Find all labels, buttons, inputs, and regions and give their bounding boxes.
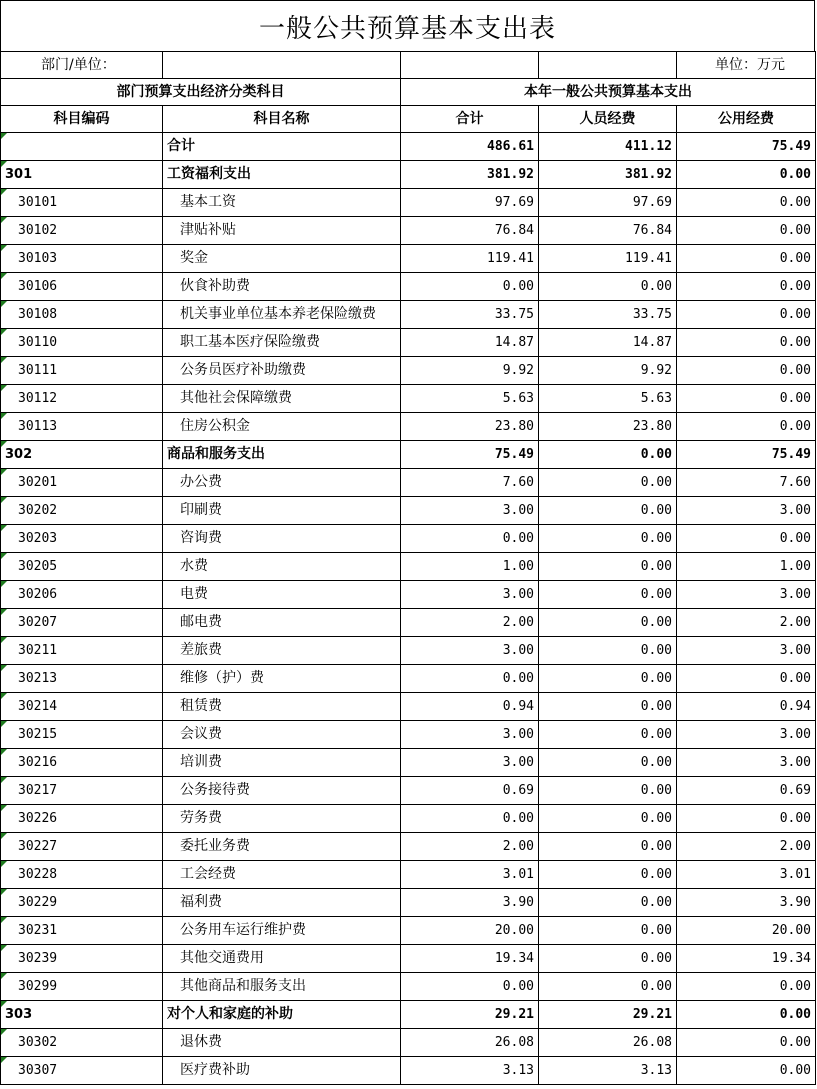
row-code-cell[interactable]: 30213 [1,665,163,693]
row-name-cell[interactable]: 公务员医疗补助缴费 [163,357,401,385]
row-personnel-cell[interactable]: 0.00 [539,609,677,637]
row-total-cell[interactable]: 3.00 [401,721,539,749]
row-total-cell[interactable]: 119.41 [401,245,539,273]
cell-marker-icon [1,217,7,223]
category-row [1,441,816,469]
cell-marker-icon [1,1057,7,1063]
cell-marker-icon [1,889,7,895]
row-name-cell[interactable]: 住房公积金 [163,413,401,441]
info-row [1,52,816,79]
row-public-cell[interactable]: 3.00 [677,497,816,525]
item-row [1,945,816,973]
row-public-cell[interactable]: 2.00 [677,833,816,861]
row-total-cell[interactable]: 19.34 [401,945,539,973]
blank-cell[interactable] [539,52,677,79]
cell-marker-icon [1,301,7,307]
row-code-cell[interactable]: 30228 [1,861,163,889]
row-total-cell[interactable]: 5.63 [401,385,539,413]
row-personnel-cell[interactable]: 0.00 [539,721,677,749]
cell-marker-icon [1,329,7,335]
row-public-cell[interactable]: 7.60 [677,469,816,497]
item-row [1,749,816,777]
row-public-cell[interactable]: 0.00 [677,805,816,833]
expenditure-table [0,51,816,1085]
row-public-cell[interactable]: 0.00 [677,357,816,385]
row-personnel-cell[interactable]: 0.00 [539,581,677,609]
row-total-cell[interactable]: 3.90 [401,889,539,917]
cell-marker-icon [1,721,7,727]
row-total-cell[interactable]: 97.69 [401,189,539,217]
item-row [1,609,816,637]
row-code-cell[interactable]: 30108 [1,301,163,329]
row-public-cell[interactable]: 3.00 [677,581,816,609]
row-name-cell[interactable]: 印刷费 [163,497,401,525]
row-name-cell[interactable]: 邮电费 [163,609,401,637]
row-public-cell[interactable]: 0.00 [677,665,816,693]
row-personnel-cell[interactable]: 3.13 [539,1057,677,1085]
column-header-code: 科目编码 [1,106,163,133]
blank-cell[interactable] [401,52,539,79]
row-personnel-cell[interactable]: 23.80 [539,413,677,441]
row-total-cell[interactable]: 0.69 [401,777,539,805]
row-name-cell[interactable]: 福利费 [163,889,401,917]
row-name-cell[interactable]: 伙食补助费 [163,273,401,301]
row-personnel-cell[interactable]: 0.00 [539,665,677,693]
row-total-cell[interactable]: 76.84 [401,217,539,245]
item-row [1,889,816,917]
row-code-cell[interactable]: 30302 [1,1029,163,1057]
item-row [1,777,816,805]
column-header-public: 公用经费 [677,106,816,133]
row-name-cell[interactable]: 培训费 [163,749,401,777]
row-name-cell[interactable]: 水费 [163,553,401,581]
row-code-cell[interactable]: 303 [1,1001,163,1029]
cell-marker-icon [1,553,7,559]
row-code-cell[interactable]: 30239 [1,945,163,973]
row-total-cell[interactable]: 75.49 [401,441,539,469]
row-name-cell[interactable]: 其他社会保障缴费 [163,385,401,413]
row-name-cell[interactable]: 委托业务费 [163,833,401,861]
row-total-cell[interactable]: 0.00 [401,273,539,301]
row-code-cell[interactable]: 30106 [1,273,163,301]
sheet-title: 一般公共预算基本支出表 [0,0,815,51]
cell-marker-icon [1,469,7,475]
row-name-cell[interactable]: 合计 [163,133,401,161]
row-name-cell[interactable]: 医疗费补助 [163,1057,401,1085]
row-name-cell[interactable]: 租赁费 [163,693,401,721]
row-personnel-cell[interactable]: 381.92 [539,161,677,189]
row-name-cell[interactable]: 基本工资 [163,189,401,217]
cell-marker-icon [1,245,7,251]
item-row [1,721,816,749]
row-name-cell[interactable]: 对个人和家庭的补助 [163,1001,401,1029]
row-public-cell[interactable]: 3.00 [677,721,816,749]
item-row [1,189,816,217]
item-row [1,273,816,301]
row-name-cell[interactable]: 职工基本医疗保险缴费 [163,329,401,357]
row-code-cell[interactable]: 30207 [1,609,163,637]
row-name-cell[interactable]: 办公费 [163,469,401,497]
item-row [1,357,816,385]
row-name-cell[interactable]: 商品和服务支出 [163,441,401,469]
row-personnel-cell[interactable]: 29.21 [539,1001,677,1029]
item-row [1,553,816,581]
row-code-cell[interactable]: 30113 [1,413,163,441]
cell-marker-icon [1,665,7,671]
cell-marker-icon [1,749,7,755]
cell-marker-icon [1,357,7,363]
row-public-cell[interactable]: 0.00 [677,329,816,357]
item-row [1,637,816,665]
row-name-cell[interactable]: 咨询费 [163,525,401,553]
item-row [1,301,816,329]
row-public-cell[interactable]: 1.00 [677,553,816,581]
row-total-cell[interactable]: 26.08 [401,1029,539,1057]
row-personnel-cell[interactable]: 0.00 [539,889,677,917]
row-public-cell[interactable]: 0.00 [677,273,816,301]
cell-marker-icon [1,497,7,503]
row-total-cell[interactable]: 23.80 [401,413,539,441]
row-code-cell[interactable]: 30110 [1,329,163,357]
cell-marker-icon [1,161,7,167]
item-row [1,413,816,441]
cell-marker-icon [1,525,7,531]
cell-marker-icon [1,777,7,783]
row-public-cell[interactable]: 3.90 [677,889,816,917]
item-row [1,525,816,553]
row-total-cell[interactable]: 3.00 [401,581,539,609]
cell-marker-icon [1,833,7,839]
column-header-row [1,106,816,133]
row-public-cell[interactable]: 0.00 [677,245,816,273]
column-header-name: 科目名称 [163,106,401,133]
row-total-cell[interactable]: 381.92 [401,161,539,189]
row-public-cell[interactable]: 0.94 [677,693,816,721]
row-public-cell[interactable]: 0.00 [677,189,816,217]
column-header-total: 合计 [401,106,539,133]
row-code-cell[interactable]: 30227 [1,833,163,861]
row-personnel-cell[interactable]: 411.12 [539,133,677,161]
item-row [1,917,816,945]
row-code-cell[interactable]: 302 [1,441,163,469]
row-personnel-cell[interactable]: 0.00 [539,637,677,665]
row-name-cell[interactable]: 电费 [163,581,401,609]
row-name-cell[interactable]: 公务接待费 [163,777,401,805]
row-public-cell[interactable]: 0.00 [677,161,816,189]
row-public-cell[interactable]: 0.00 [677,301,816,329]
row-public-cell[interactable]: 3.00 [677,637,816,665]
row-personnel-cell[interactable]: 14.87 [539,329,677,357]
item-row [1,1029,816,1057]
row-name-cell[interactable]: 维修（护）费 [163,665,401,693]
row-total-cell[interactable]: 0.94 [401,693,539,721]
row-personnel-cell[interactable]: 33.75 [539,301,677,329]
row-public-cell[interactable]: 0.00 [677,385,816,413]
row-personnel-cell[interactable]: 0.00 [539,553,677,581]
row-total-cell[interactable]: 20.00 [401,917,539,945]
column-header-personnel: 人员经费 [539,106,677,133]
row-public-cell[interactable]: 0.00 [677,1029,816,1057]
row-personnel-cell[interactable]: 9.92 [539,357,677,385]
row-public-cell[interactable]: 0.00 [677,413,816,441]
row-total-cell[interactable]: 0.00 [401,665,539,693]
row-personnel-cell[interactable]: 0.00 [539,805,677,833]
row-total-cell[interactable]: 29.21 [401,1001,539,1029]
row-public-cell[interactable]: 0.00 [677,217,816,245]
row-code-cell[interactable] [1,133,163,161]
row-personnel-cell[interactable]: 0.00 [539,441,677,469]
row-name-cell[interactable]: 公务用车运行维护费 [163,917,401,945]
row-public-cell[interactable]: 3.01 [677,861,816,889]
row-total-cell[interactable]: 2.00 [401,833,539,861]
item-row [1,805,816,833]
row-public-cell[interactable]: 75.49 [677,441,816,469]
row-personnel-cell[interactable]: 0.00 [539,525,677,553]
unit-label: 单位：万元 [677,52,816,79]
cell-marker-icon [1,581,7,587]
row-code-cell[interactable]: 30102 [1,217,163,245]
row-personnel-cell[interactable]: 0.00 [539,777,677,805]
cell-marker-icon [1,273,7,279]
cell-marker-icon [1,637,7,643]
row-code-cell[interactable]: 30299 [1,973,163,1001]
group-header-left: 部门预算支出经济分类科目 [1,79,401,106]
row-name-cell[interactable]: 津贴补贴 [163,217,401,245]
item-row [1,245,816,273]
row-code-cell[interactable]: 30201 [1,469,163,497]
row-public-cell[interactable]: 0.00 [677,1057,816,1085]
item-row [1,1057,816,1085]
row-total-cell[interactable]: 3.13 [401,1057,539,1085]
total-row [1,133,816,161]
row-code-cell[interactable]: 30112 [1,385,163,413]
item-row [1,469,816,497]
item-row [1,385,816,413]
row-public-cell[interactable]: 75.49 [677,133,816,161]
row-name-cell[interactable]: 退休费 [163,1029,401,1057]
item-row [1,329,816,357]
row-code-cell[interactable]: 30103 [1,245,163,273]
row-personnel-cell[interactable]: 0.00 [539,273,677,301]
row-total-cell[interactable]: 14.87 [401,329,539,357]
row-total-cell[interactable]: 3.00 [401,749,539,777]
item-row [1,665,816,693]
row-total-cell[interactable]: 7.60 [401,469,539,497]
row-personnel-cell[interactable]: 0.00 [539,469,677,497]
item-row [1,861,816,889]
cell-marker-icon [1,441,7,447]
row-personnel-cell[interactable]: 119.41 [539,245,677,273]
row-personnel-cell[interactable]: 0.00 [539,693,677,721]
cell-marker-icon [1,1029,7,1035]
row-public-cell[interactable]: 2.00 [677,609,816,637]
row-total-cell[interactable]: 1.00 [401,553,539,581]
row-personnel-cell[interactable]: 26.08 [539,1029,677,1057]
cell-marker-icon [1,413,7,419]
row-total-cell[interactable]: 3.01 [401,861,539,889]
row-public-cell[interactable]: 0.00 [677,973,816,1001]
row-name-cell[interactable]: 机关事业单位基本养老保险缴费 [163,301,401,329]
row-code-cell[interactable]: 30214 [1,693,163,721]
row-code-cell[interactable]: 30217 [1,777,163,805]
row-code-cell[interactable]: 30216 [1,749,163,777]
item-row [1,973,816,1001]
row-name-cell[interactable]: 劳务费 [163,805,401,833]
row-code-cell[interactable]: 30211 [1,637,163,665]
row-personnel-cell[interactable]: 0.00 [539,749,677,777]
row-personnel-cell[interactable]: 0.00 [539,861,677,889]
group-header-right: 本年一般公共预算基本支出 [401,79,816,106]
row-code-cell[interactable]: 30101 [1,189,163,217]
cell-marker-icon [1,973,7,979]
row-code-cell[interactable]: 30206 [1,581,163,609]
row-code-cell[interactable]: 301 [1,161,163,189]
item-row [1,217,816,245]
row-personnel-cell[interactable]: 5.63 [539,385,677,413]
row-name-cell[interactable]: 会议费 [163,721,401,749]
cell-marker-icon [1,917,7,923]
cell-marker-icon [1,805,7,811]
row-total-cell[interactable]: 3.00 [401,637,539,665]
row-personnel-cell[interactable]: 97.69 [539,189,677,217]
row-total-cell[interactable]: 0.00 [401,525,539,553]
row-personnel-cell[interactable]: 76.84 [539,217,677,245]
row-public-cell[interactable]: 0.00 [677,525,816,553]
row-public-cell[interactable]: 0.00 [677,1001,816,1029]
item-row [1,497,816,525]
row-name-cell[interactable]: 其他交通费用 [163,945,401,973]
row-total-cell[interactable]: 486.61 [401,133,539,161]
category-row [1,1001,816,1029]
cell-marker-icon [1,1001,7,1007]
row-code-cell[interactable]: 30307 [1,1057,163,1085]
cell-marker-icon [1,385,7,391]
row-name-cell[interactable]: 其他商品和服务支出 [163,973,401,1001]
cell-marker-icon [1,609,7,615]
row-code-cell[interactable]: 30226 [1,805,163,833]
row-name-cell[interactable]: 奖金 [163,245,401,273]
row-total-cell[interactable]: 9.92 [401,357,539,385]
cell-marker-icon [1,861,7,867]
row-code-cell[interactable]: 30205 [1,553,163,581]
cell-marker-icon [1,693,7,699]
row-code-cell[interactable]: 30203 [1,525,163,553]
row-code-cell[interactable]: 30231 [1,917,163,945]
dept-value-cell[interactable] [163,52,401,79]
row-code-cell[interactable]: 30111 [1,357,163,385]
row-total-cell[interactable]: 33.75 [401,301,539,329]
cell-marker-icon [1,189,7,195]
row-personnel-cell[interactable]: 0.00 [539,945,677,973]
row-total-cell[interactable]: 0.00 [401,973,539,1001]
row-personnel-cell[interactable]: 0.00 [539,973,677,1001]
row-total-cell[interactable]: 0.00 [401,805,539,833]
cell-marker-icon [1,945,7,951]
cell-marker-icon [1,133,7,139]
row-public-cell[interactable]: 0.69 [677,777,816,805]
row-public-cell[interactable]: 3.00 [677,749,816,777]
row-personnel-cell[interactable]: 0.00 [539,917,677,945]
item-row [1,581,816,609]
group-header-row [1,79,816,106]
row-name-cell[interactable]: 工资福利支出 [163,161,401,189]
row-total-cell[interactable]: 3.00 [401,497,539,525]
item-row [1,833,816,861]
item-row [1,693,816,721]
row-code-cell[interactable]: 30202 [1,497,163,525]
row-code-cell[interactable]: 30215 [1,721,163,749]
row-name-cell[interactable]: 工会经费 [163,861,401,889]
row-total-cell[interactable]: 2.00 [401,609,539,637]
dept-label: 部门/单位： [1,52,163,79]
row-code-cell[interactable]: 30229 [1,889,163,917]
row-personnel-cell[interactable]: 0.00 [539,833,677,861]
category-row [1,161,816,189]
row-name-cell[interactable]: 差旅费 [163,637,401,665]
row-personnel-cell[interactable]: 0.00 [539,497,677,525]
row-public-cell[interactable]: 20.00 [677,917,816,945]
row-public-cell[interactable]: 19.34 [677,945,816,973]
